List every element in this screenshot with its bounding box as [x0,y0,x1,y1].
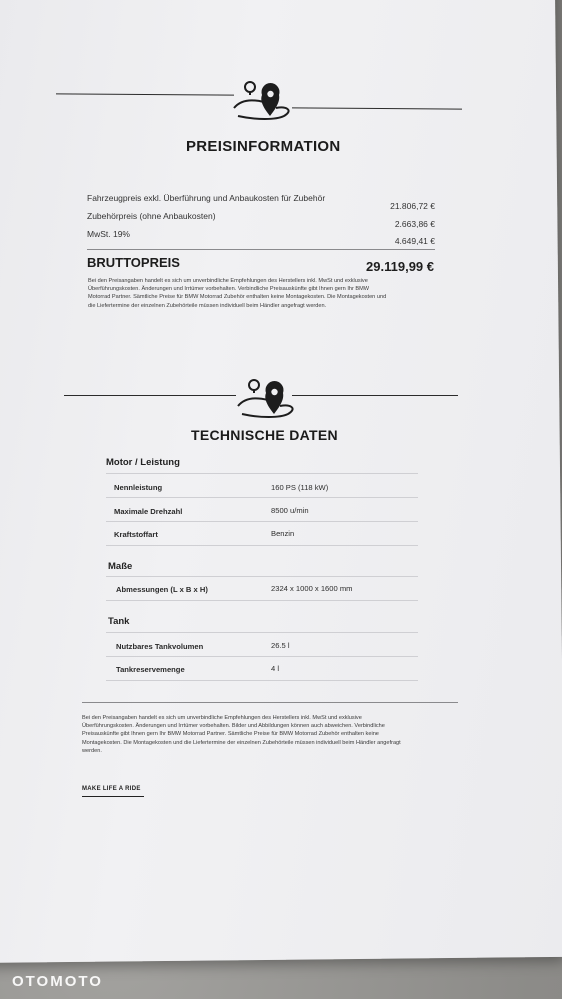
tech-note-line: Überführungskosten. Änderungen und Irrtümer vorbehalten. Bilder und Abbildungen können auch abweichen. Verbindliche [82,723,385,730]
spec-row-divider [106,656,418,657]
group-title-motor: Motor / Leistung [106,457,180,468]
spec-value-power: 160 PS (118 kW) [271,483,329,492]
price-note-line: die Liefertermine der einzelnen Zubehörteile müssen individuell beim Händler angefragt werden. [88,302,327,309]
price-note [88,277,386,310]
tech-note-line: Bei den Preisangaben handelt es sich um unverbindliche Empfehlungen des Herstellers inkl. MwSt und exklusive [82,715,362,721]
spec-value-dimensions: 2324 x 1000 x 1600 mm [271,584,353,593]
price-section-title: PREISINFORMATION [186,138,341,155]
spec-row-divider [106,497,418,498]
tech-note-line: Montagekosten. Die Montagekosten und die Liefertermine der einzelnen Zubehörteile müssen individuell beim Händler angefragt [82,739,401,746]
tech-section-title: TECHNISCHE DATEN [191,427,338,443]
header-divider-left [56,93,234,95]
price-total-divider [87,249,435,250]
gross-price-value: 29.119,99 € [366,259,434,274]
spec-label-tank-volume: Nutzbares Tankvolumen [116,642,204,651]
spec-label-dimensions: Abmessungen (L x B x H) [116,585,208,594]
price-row-label-accessories: Zubehörpreis (ohne Anbaukosten) [87,211,216,221]
header-divider-right [292,107,462,109]
spec-value-rpm: 8500 u/min [271,506,309,515]
tech-note-line: Preisauskünfte gibt Ihnen gern Ihr BMW Motorrad Partner. Sämtliche Preise für BMW Motorrad Zubehör enthalten keine [82,731,379,738]
spec-row-divider [106,600,418,601]
spec-value-tank-reserve: 4 l [271,664,280,673]
spec-label-fuel: Kraftstoffart [114,530,158,539]
tech-note-line: werden. [82,747,102,754]
price-row-label-vat: MwSt. 19% [87,229,130,239]
spec-row-divider [106,680,418,681]
price-note-line: Überführungskosten. Änderungen und Irrtümer vorbehalten. Verbindliche Preisauskünfte gibt Ihnen gern Ihr BMW [88,286,370,293]
tagline-underline [82,796,144,797]
route-pin-icon [236,376,300,420]
route-pin-icon [232,78,296,122]
price-row-value-accessories: 2.663,86 € [394,219,435,229]
footer-divider [82,702,458,703]
price-row-value-vat: 4.649,41 € [394,236,435,246]
spec-label-power: Nennleistung [114,483,163,492]
watermark-text: OTOMOTO [12,973,103,990]
price-note-line: Motorrad Partner. Sämtliche Preise für BMW Motorrad Zubehör enthalten keine Montagekosten. Die Montagekosten und [88,294,387,301]
spec-label-rpm: Maximale Drehzahl [114,507,183,516]
tech-divider-left [64,395,236,396]
gross-price-label: BRUTTOPREIS [87,255,180,270]
spec-row-divider [106,545,418,546]
spec-row-divider [106,473,418,474]
spec-value-tank-volume: 26.5 l [271,641,290,650]
spec-row-divider [106,521,418,522]
tech-note [82,714,401,755]
tech-divider-right [292,395,458,396]
spec-label-tank-reserve: Tankreservemenge [116,665,185,674]
brand-tagline: MAKE LIFE A RIDE [82,786,141,792]
group-title-tank: Tank [108,616,130,627]
spec-value-fuel: Benzin [271,529,295,538]
spec-row-divider [106,576,418,577]
group-title-dimensions: Maße [108,561,133,572]
price-row-value-vehicle: 21.806,72 € [390,201,435,211]
price-row-label-vehicle: Fahrzeugpreis exkl. Überführung und Anbaukosten für Zubehör [87,193,326,203]
price-note-line: Bei den Preisangaben handelt es sich um unverbindliche Empfehlungen des Herstellers inkl. MwSt und exklusive [88,278,368,284]
spec-row-divider [106,632,418,633]
